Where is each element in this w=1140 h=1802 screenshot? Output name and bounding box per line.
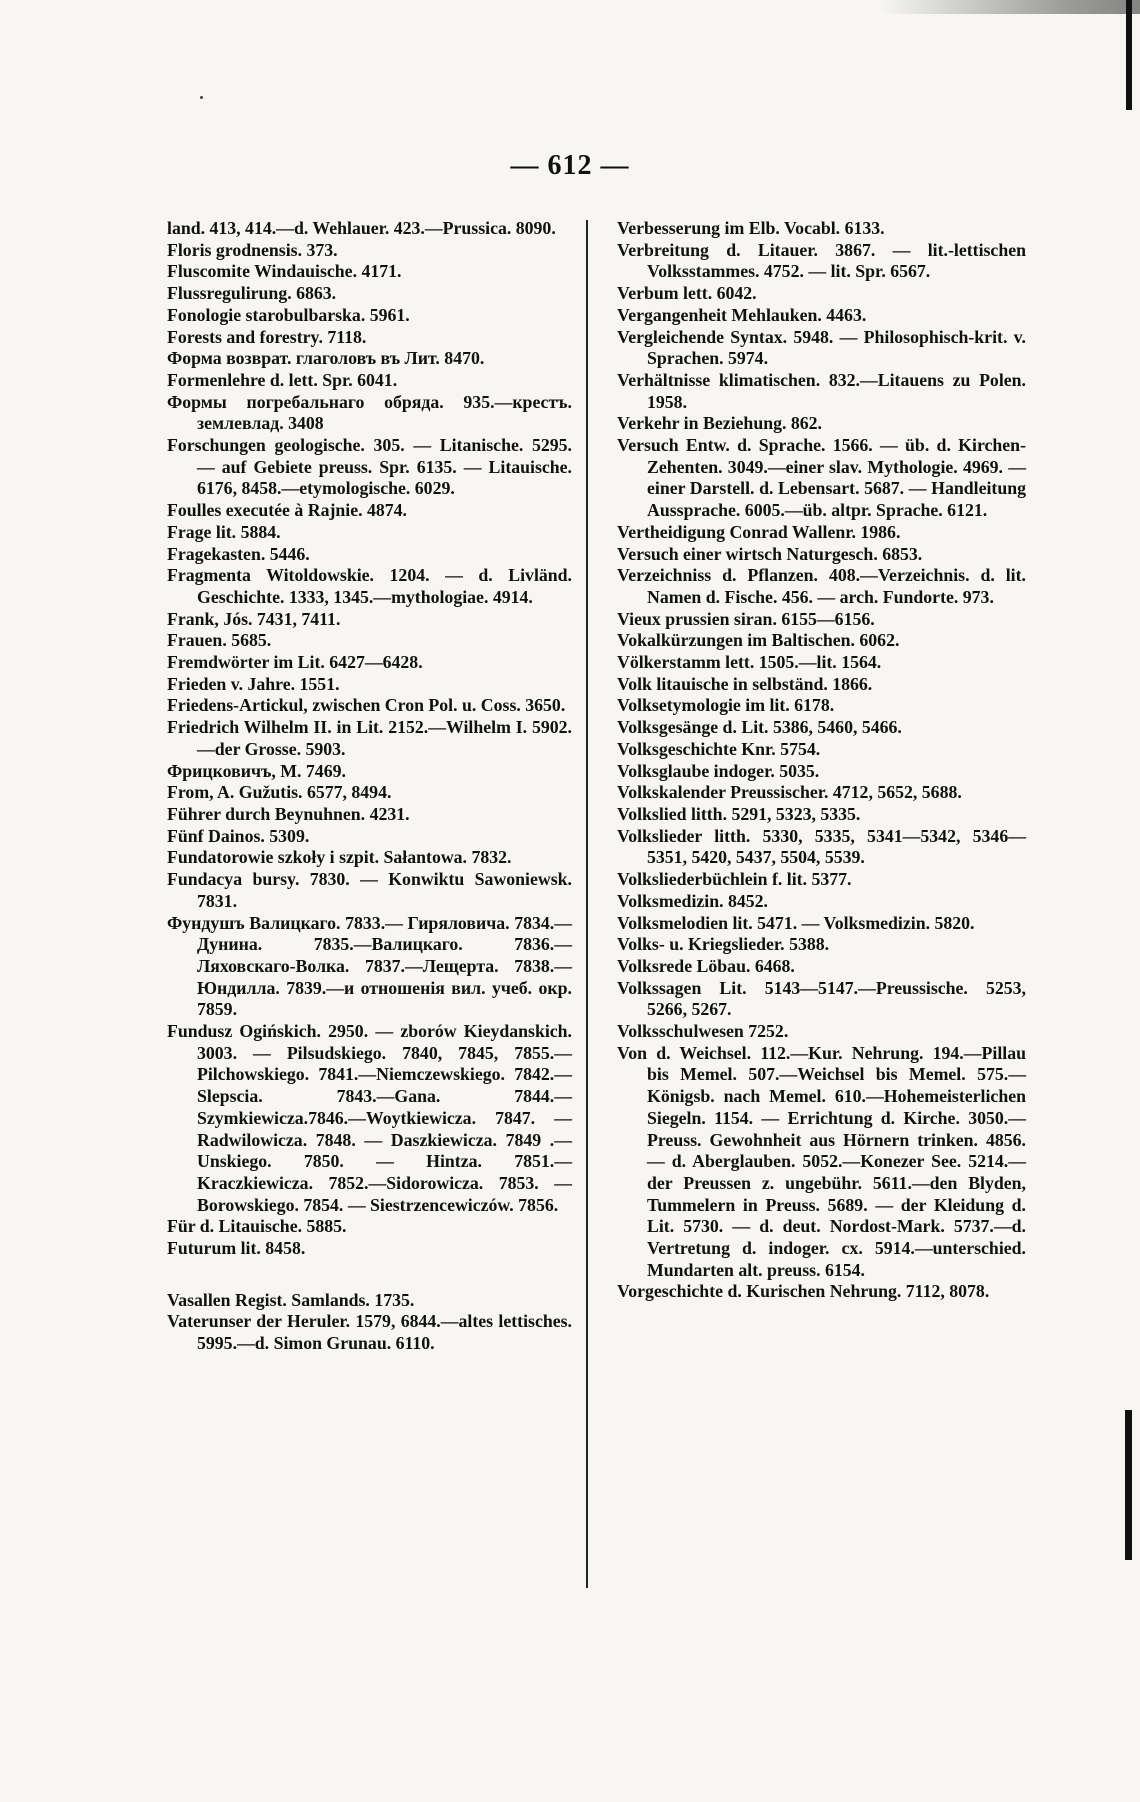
index-column-left (167, 218, 572, 1355)
index-entry: Fragmenta Witoldowskie. 1204. — d. Livländ. Geschichte. 1333, 1345.—mythologiae. 4914. (167, 565, 572, 607)
index-entry: Frage lit. 5884. (167, 521, 281, 542)
index-entry: Führer durch Beynuhnen. 4231. (167, 803, 410, 824)
index-entry: Fünf Dainos. 5309. (167, 825, 310, 846)
index-entry: Forests and forestry. 7118. (167, 326, 367, 347)
index-entry: Versuch Entw. d. Sprache. 1566. — üb. d. Kirchen-Zehenten. 3049.—einer slav. Mythologie. 4969. — einer Darstell. d. Lebensart. 5687. — Handleitung Aussprache. 6005.—üb. altpr. Sprache. 6121. (617, 435, 1026, 521)
index-entry: Volksschulwesen 7252. (617, 1021, 789, 1042)
scan-edge-top (880, 0, 1140, 14)
index-entry: Volksgeschichte Knr. 5754. (617, 738, 821, 759)
index-entry: Für d. Litauische. 5885. (167, 1216, 347, 1237)
index-entry: Volkslied litth. 5291, 5323, 5335. (617, 803, 861, 824)
index-entry: Verbesserung im Elb. Vocabl. 6133. (617, 218, 885, 238)
index-entry: Volksrede Löbau. 6468. (617, 955, 795, 976)
index-entry: Volkskalender Preussischer. 4712, 5652, 5688. (617, 782, 962, 803)
index-entry: Volksmedizin. 8452. (617, 890, 769, 911)
index-entry: Fundusz Ogińskich. 2950. — zborów Kieydanskich. 3003. — Pilsudskiego. 7840, 7845, 7855.—Pilchowskiego. 7841.—Niemczewskiego. 7842.—Slepscia. 7843.—Gana. 7844.—Szymkiewicza.7846.—Woytkiewicza. 7847. — Radwilowicza. 7848. — Daszkiewicza. 7849 .— Unskiego. 7850. — Hintza. 7851.— Kraczkiewicza. 7852.—Sidorowicza. 7853. — Borowskiego. 7854. — Siestrzencewiczów. 7856. (167, 1021, 572, 1215)
index-entry: Vokalkürzungen im Baltischen. 6062. (617, 630, 900, 651)
column-divider (586, 220, 588, 1588)
index-entry: Vieux prussien siran. 6155—6156. (617, 608, 875, 629)
index-entry: Flussregulirung. 6863. (167, 283, 337, 304)
index-entry: From, A. Gužutis. 6577, 8494. (167, 782, 392, 803)
index-entry: Fragekasten. 5446. (167, 543, 310, 564)
index-entry: Foulles executée à Rajnie. 4874. (167, 500, 407, 521)
index-entry: Frauen. 5685. (167, 630, 272, 651)
index-entry: Frank, Jós. 7431, 7411. (167, 608, 341, 629)
index-entry: Фрицковичъ, М. 7469. (167, 760, 346, 781)
index-entry: Fluscomite Windauische. 4171. (167, 261, 402, 282)
index-entry: Verhältnisse klimatischen. 832.—Litauens zu Polen. 1958. (617, 369, 1026, 412)
index-column-right (617, 218, 1026, 1303)
index-entry: Volksetymologie im lit. 6178. (617, 695, 835, 716)
index-entry: Verbreitung d. Litauer. 3867. — lit.-lettischen Volksstammes. 4752. — lit. Spr. 6567. (617, 239, 1026, 282)
index-entry: Volkssagen Lit. 5143—5147.—Preussische. 5253, 5266, 5267. (617, 977, 1026, 1020)
index-entry: Фундушъ Валицкаго. 7833.— Гиряловича. 7834.—Дунина. 7835.—Валицкаго. 7836.—Ляховскаго-Волка. 7837.—Лещерта. 7838.—Юндилла. 7839.—и отношенія вил. учеб. окр. 7859. (167, 912, 572, 1020)
index-entry: Volksliederbüchlein f. lit. 5377. (617, 869, 852, 890)
index-entry: land. 413, 414.—d. Wehlauer. 423.—Prussica. 8090. (167, 218, 556, 238)
index-entry: Forschungen geologische. 305. — Litanische. 5295. — auf Gebiete preuss. Spr. 6135. — Litauische. 6176, 8458.—etymologische. 6029. (167, 435, 572, 499)
index-entry: Völkerstamm lett. 1505.—lit. 1564. (617, 652, 882, 673)
index-entry: Von d. Weichsel. 112.—Kur. Nehrung. 194.—Pillau bis Memel. 507.—Weichsel bis Memel. 575.—Königsb. nach Memel. 610.—Hohemeisterlichen Siegeln. 1154. — Errichtung d. Kirche. 3050.—Preuss. Gewohnheit aus Hörnern trinken. 4856. — d. Aberglauben. 5052.—Konezer See. 5214.—der Preussen z. ungebühr. 5611.—den Blyden, Tummelern in Preuss. 5689. — der Kleidung d. Lit. 5730. — d. deut. Nordost-Mark. 5737.—d. Vertretung d. indoger. cx. 5914.—unterschied. Mundarten alt. preuss. 6154. (617, 1042, 1026, 1280)
index-entry: Fundacya bursy. 7830. — Konwiktu Sawoniewsk. 7831. (167, 869, 572, 911)
index-entry: Fundatorowie szkoły i szpit. Sałantowa. 7832. (167, 847, 512, 868)
index-entry: Vergangenheit Mehlauken. 4463. (617, 304, 867, 325)
index-entry: Volk litauische in selbständ. 1866. (617, 673, 873, 694)
index-entry: Vergleichende Syntax. 5948. — Philosophisch-krit. v. Sprachen. 5974. (617, 326, 1026, 369)
index-entry: Verbum lett. 6042. (617, 283, 757, 304)
index-entry: Volksgesänge d. Lit. 5386, 5460, 5466. (617, 717, 902, 738)
index-entry: Fonologie starobulbarska. 5961. (167, 304, 410, 325)
scan-speck (200, 96, 203, 99)
index-entry: Volksmelodien lit. 5471. — Volksmedizin. 5820. (617, 912, 975, 933)
index-entry: Vertheidigung Conrad Wallenr. 1986. (617, 521, 901, 542)
index-entry: Fremdwörter im Lit. 6427—6428. (167, 652, 423, 673)
index-entry: Vasallen Regist. Samlands. 1735. (167, 1289, 415, 1310)
index-entry: Formenlehre d. lett. Spr. 6041. (167, 369, 398, 390)
index-entry: Verzeichniss d. Pflanzen. 408.—Verzeichnis. d. lit. Namen d. Fische. 456. — arch. Fundorte. 973. (617, 565, 1026, 607)
index-entry: Frieden v. Jahre. 1551. (167, 673, 340, 694)
index-entry: Verkehr in Beziehung. 862. (617, 413, 822, 434)
index-entry: Volksglaube indoger. 5035. (617, 760, 820, 781)
index-entry: Volkslieder litth. 5330, 5335, 5341—5342, 5346—5351, 5420, 5437, 5504, 5539. (617, 825, 1026, 868)
scan-edge-mark-bottom (1125, 1410, 1132, 1560)
index-entry: Vaterunser der Heruler. 1579, 6844.—altes lettisches. 5995.—d. Simon Grunau. 6110. (167, 1311, 572, 1354)
index-entry: Форма возврат. глаголовъ въ Лит. 8470. (167, 348, 485, 369)
scan-edge-mark-top (1126, 0, 1132, 110)
index-entry: Floris grodnensis. 373. (167, 239, 338, 260)
index-entry: Friedens-Artickul, zwischen Cron Pol. u. Coss. 3650. (167, 695, 566, 716)
index-entry: Futurum lit. 8458. (167, 1238, 306, 1259)
section-gap (167, 1260, 572, 1290)
index-entry: Volks- u. Kriegslieder. 5388. (617, 934, 830, 955)
index-entry: Vorgeschichte d. Kurischen Nehrung. 7112, 8078. (617, 1281, 990, 1302)
page-number: — 612 — (510, 150, 630, 181)
index-entry: Versuch einer wirtsch Naturgesch. 6853. (617, 543, 923, 564)
index-entry: Формы погребальнаго обряда. 935.—крестъ. землевлад. 3408 (167, 391, 572, 434)
index-entry: Friedrich Wilhelm II. in Lit. 2152.—Wilhelm I. 5902.—der Grosse. 5903. (167, 717, 572, 759)
